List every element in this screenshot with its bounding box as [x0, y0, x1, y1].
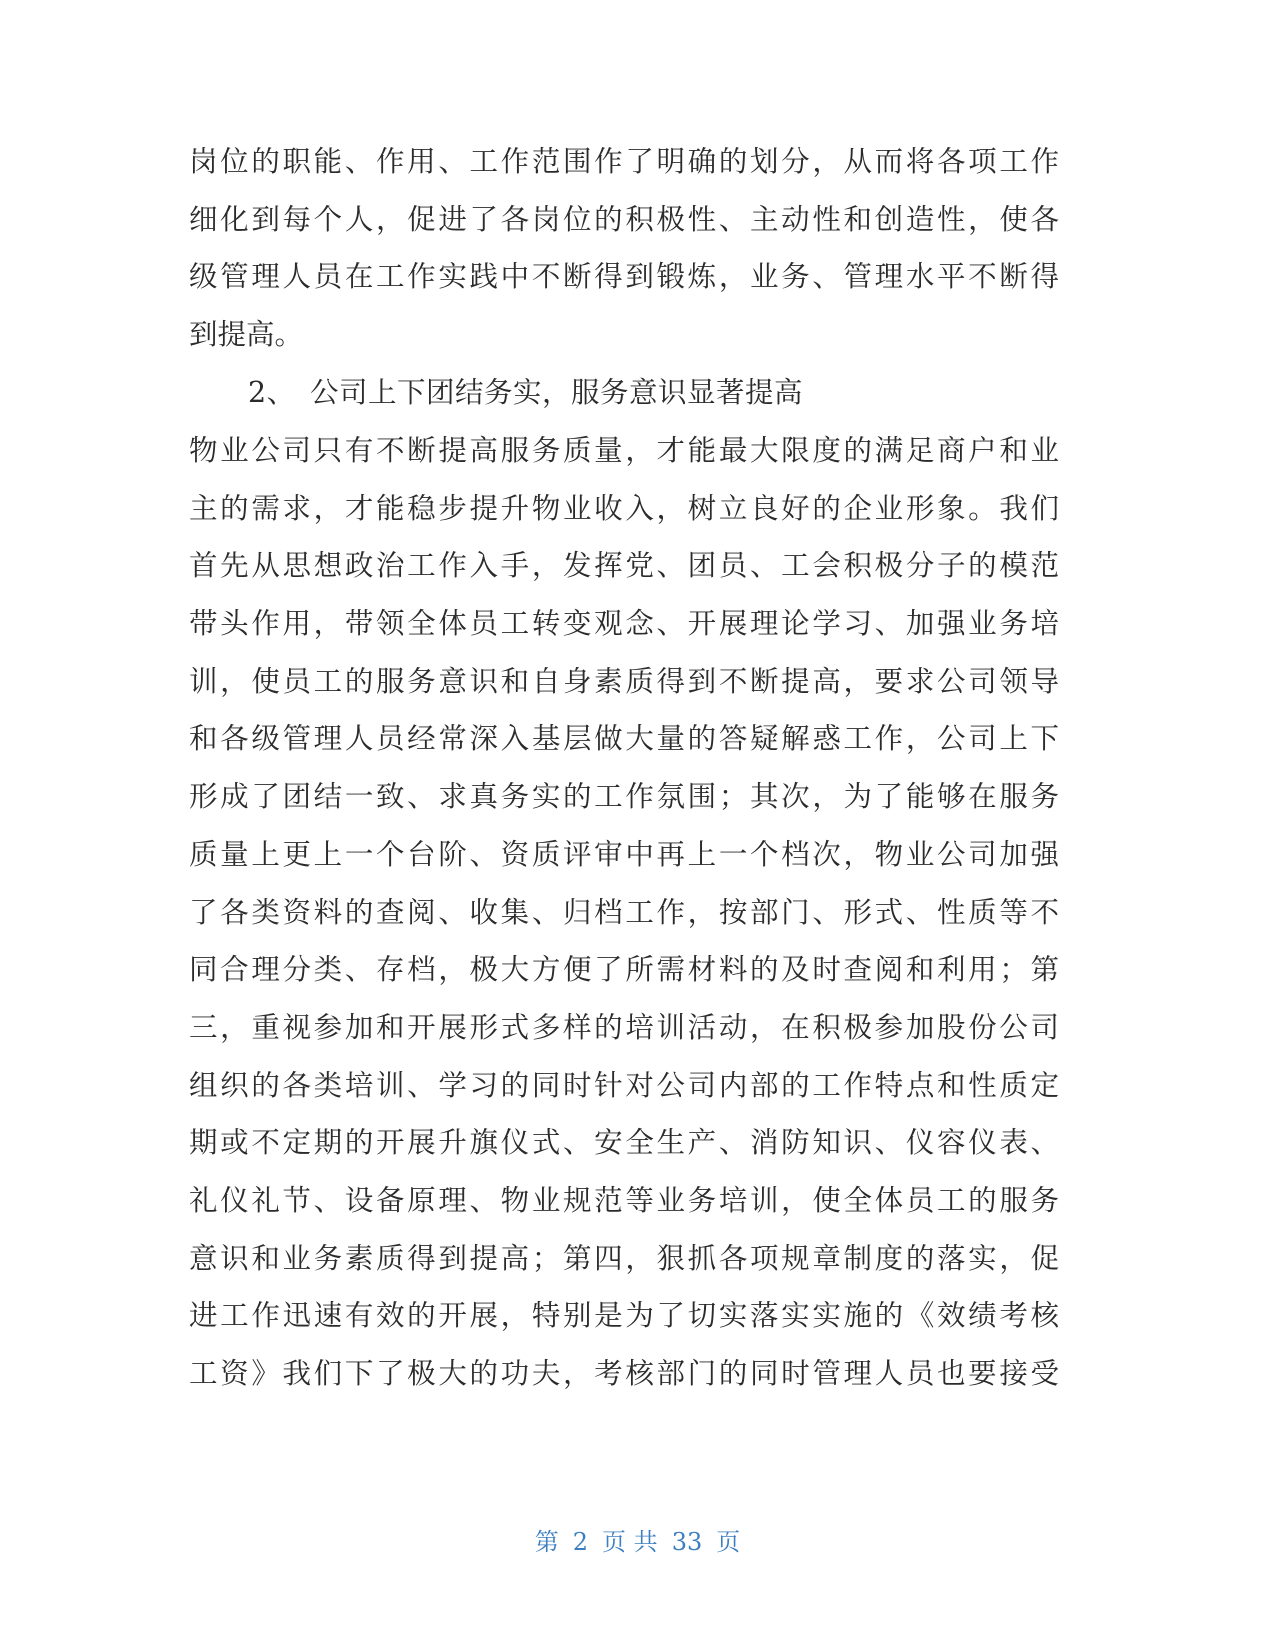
footer-total-pages: 33: [671, 1528, 703, 1556]
paragraph-line: 物业公司只有不断提高服务质量，才能最大限度的满足商户和业: [189, 434, 1059, 467]
footer-current-page: 2: [572, 1528, 589, 1556]
footer-prefix: 第: [534, 1528, 559, 1556]
paragraph-line: 意识和业务素质得到提高；第四，狠抓各项规章制度的落实，促: [189, 1242, 1059, 1275]
paragraph-line: 主的需求，才能稳步提升物业收入，树立良好的企业形象。我们: [189, 492, 1059, 525]
paragraph-line: 细化到每个人，促进了各岗位的积极性、主动性和创造性，使各: [189, 203, 1059, 236]
paragraph-line: 期或不定期的开展升旗仪式、安全生产、消防知识、仪容仪表、: [189, 1126, 1059, 1159]
paragraph-line: 训，使员工的服务意识和自身素质得到不断提高，要求公司领导: [189, 665, 1059, 698]
section-heading-number: 2、: [248, 376, 296, 409]
paragraph-line: 同合理分类、存档，极大方便了所需材料的及时查阅和利用；第: [189, 953, 1059, 986]
paragraph-line: 礼仪礼节、设备原理、物业规范等业务培训，使全体员工的服务: [189, 1184, 1059, 1217]
paragraph-line: 三，重视参加和开展形式多样的培训活动，在积极参加股份公司: [189, 1011, 1059, 1044]
section-heading: [248, 373, 948, 413]
paragraph-line: 组织的各类培训、学习的同时针对公司内部的工作特点和性质定: [189, 1069, 1059, 1102]
paragraph-line: 了各类资料的查阅、收集、归档工作，按部门、形式、性质等不: [189, 896, 1059, 929]
paragraph-line: 带头作用，带领全体员工转变观念、开展理论学习、加强业务培: [189, 607, 1059, 640]
paragraph-line: 进工作迅速有效的开展，特别是为了切实落实实施的《效绩考核: [189, 1299, 1059, 1332]
footer-suffix: 页: [716, 1528, 741, 1556]
paragraph-line: 和各级管理人员经常深入基层做大量的答疑解惑工作，公司上下: [189, 722, 1059, 755]
paragraph-line: 到提高。: [189, 318, 304, 351]
footer-middle: 页 共: [602, 1528, 658, 1556]
paragraph-line: 形成了团结一致、求真务实的工作氛围；其次，为了能够在服务: [189, 780, 1059, 813]
paragraph-line: 岗位的职能、作用、工作范围作了明确的划分，从而将各项工作: [189, 145, 1059, 178]
paragraph-line: 首先从思想政治工作入手，发挥党、团员、工会积极分子的模范: [189, 549, 1059, 582]
paragraph-line: 级管理人员在工作实践中不断得到锻炼，业务、管理水平不断得: [189, 260, 1059, 293]
section-heading-text: 公司上下团结务实，服务意识显著提高: [310, 376, 804, 409]
paragraph-line: 质量上更上一个台阶、资质评审中再上一个档次，物业公司加强: [189, 838, 1059, 871]
paragraph-line: 工资》我们下了极大的功夫，考核部门的同时管理人员也要接受: [189, 1357, 1059, 1390]
page-number-footer: [0, 1526, 1275, 1558]
